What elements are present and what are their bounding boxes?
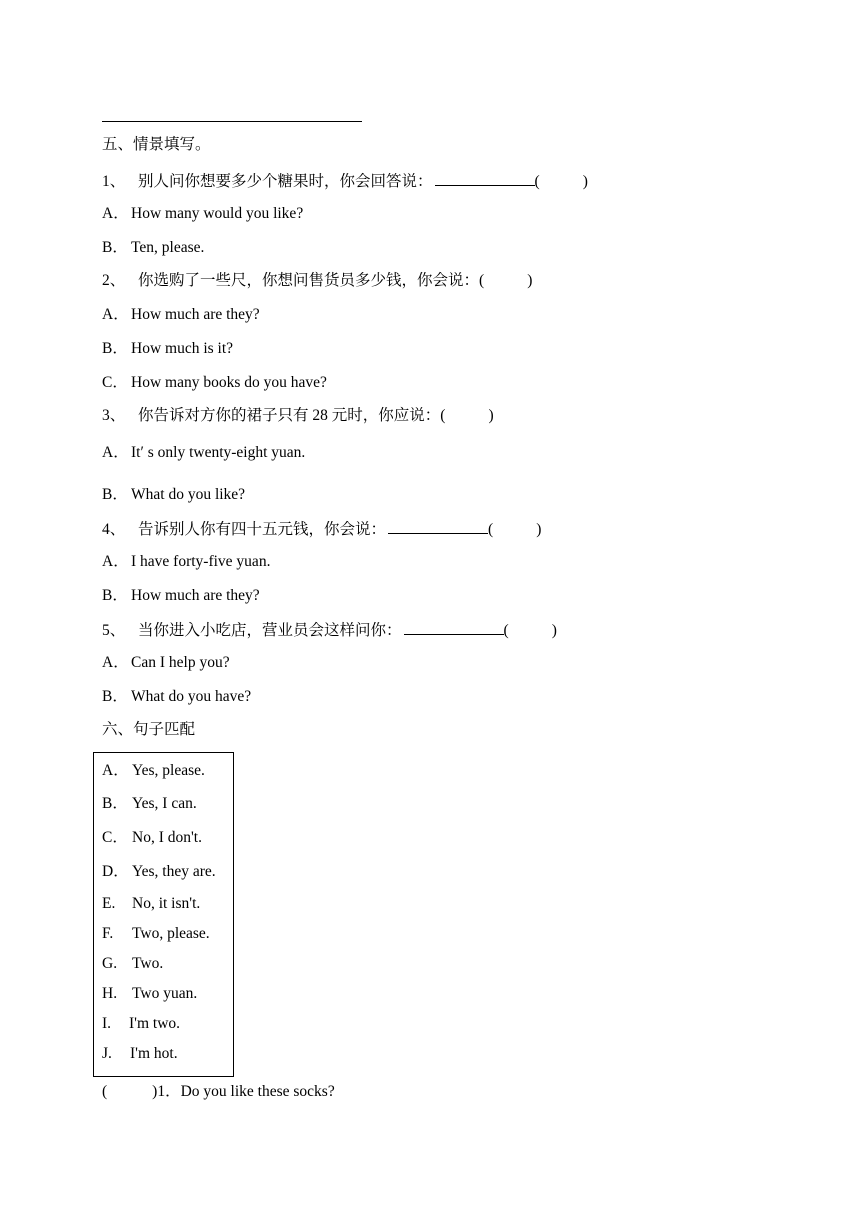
option-3a	[102, 443, 305, 463]
choice-letter: F.	[102, 925, 114, 942]
answer-paren-open: (	[440, 407, 446, 424]
choice-e	[102, 894, 200, 914]
answer-blank[interactable]	[388, 518, 488, 534]
answer-paren-open: (	[488, 521, 494, 538]
answer-paren-close: )	[582, 173, 588, 190]
answer-paren-open: (	[534, 173, 540, 190]
answer-blank[interactable]	[404, 619, 504, 635]
option-letter: B．	[102, 239, 128, 256]
section-6-title: 六、句子匹配	[102, 721, 196, 738]
choice-letter: E.	[102, 895, 116, 912]
option-4a	[102, 552, 270, 572]
question-number: 1、	[102, 173, 126, 190]
question-number: 5、	[102, 622, 126, 639]
question-2	[102, 271, 532, 291]
choice-f	[102, 924, 210, 944]
option-text: How much is it?	[131, 340, 234, 357]
choice-text: No, I don't.	[132, 829, 202, 846]
option-letter: B．	[102, 486, 128, 503]
choice-c	[102, 828, 202, 848]
option-text: Ten, please.	[131, 239, 205, 256]
option-text: How much are they?	[131, 587, 260, 604]
choice-letter: C．	[102, 829, 128, 846]
option-letter: B．	[102, 587, 128, 604]
choice-a	[102, 761, 205, 781]
option-1a	[102, 204, 303, 224]
answer-paren-open: (	[479, 272, 485, 289]
option-2a	[102, 305, 260, 325]
option-letter: A．	[102, 553, 129, 570]
option-text: It′ s only twenty-eight yuan.	[131, 444, 306, 461]
match-question-text: Do you like these socks?	[180, 1083, 335, 1100]
option-text: What do you like?	[131, 486, 246, 503]
choice-text: No, it isn't.	[132, 895, 201, 912]
option-text: I have forty-five yuan.	[131, 553, 271, 570]
question-1	[102, 170, 588, 192]
option-3b	[102, 485, 245, 505]
question-prompt: 你告诉对方你的裙子只有 28 元时，你应说：	[138, 407, 441, 424]
question-prompt: 你选购了一些尺，你想问售货员多少钱，你会说：	[138, 272, 480, 289]
option-text: How many books do you have?	[131, 374, 327, 391]
option-letter: B．	[102, 340, 128, 357]
choice-letter: I.	[102, 1015, 112, 1032]
choice-text: Yes, I can.	[132, 795, 197, 812]
option-2b	[102, 339, 233, 359]
question-3	[102, 406, 494, 426]
answer-paren-close: )	[527, 272, 533, 289]
choice-b	[102, 794, 197, 814]
choice-d	[102, 862, 216, 882]
option-letter: A．	[102, 444, 129, 461]
choice-letter: G.	[102, 955, 118, 972]
question-prompt: 别人问你想要多少个糖果时，你会回答说：	[138, 173, 433, 190]
option-text: How many would you like?	[131, 205, 304, 222]
choice-letter: A．	[102, 762, 129, 779]
question-4	[102, 518, 541, 540]
choice-letter: H.	[102, 985, 118, 1002]
question-5	[102, 619, 557, 641]
answer-paren-open: (	[503, 622, 509, 639]
choice-text: I'm hot.	[130, 1045, 178, 1062]
choice-text: Two, please.	[132, 925, 210, 942]
option-letter: A．	[102, 654, 129, 671]
question-number: 4、	[102, 521, 126, 538]
option-letter: A．	[102, 306, 129, 323]
option-5b	[102, 687, 251, 707]
choice-text: Yes, they are.	[132, 863, 216, 880]
answer-paren-open: (	[102, 1083, 108, 1100]
match-question-number: 1．	[157, 1083, 181, 1100]
choice-j	[102, 1044, 178, 1064]
choice-h	[102, 984, 197, 1004]
option-1b	[102, 238, 204, 258]
answer-paren-close: )	[536, 521, 542, 538]
option-letter: B．	[102, 688, 128, 705]
option-text: How much are they?	[131, 306, 260, 323]
answer-paren-close: )	[488, 407, 494, 424]
choice-letter: J.	[102, 1045, 112, 1062]
question-prompt: 告诉别人你有四十五元钱，你会说：	[138, 521, 387, 538]
choice-text: Two yuan.	[132, 985, 198, 1002]
choice-letter: D．	[102, 863, 129, 880]
option-4b	[102, 586, 260, 606]
option-5a	[102, 653, 230, 673]
option-2c	[102, 373, 327, 393]
answer-paren-close: )	[152, 1083, 158, 1100]
choice-i	[102, 1014, 180, 1034]
match-question-1	[102, 1082, 335, 1102]
question-prompt: 当你进入小吃店，营业员会这样问你：	[138, 622, 402, 639]
choice-text: I'm two.	[129, 1015, 181, 1032]
option-text: What do you have?	[131, 688, 252, 705]
question-number: 2、	[102, 272, 126, 289]
answer-blank[interactable]	[435, 170, 535, 186]
choice-letter: B．	[102, 795, 128, 812]
question-number: 3、	[102, 407, 126, 424]
section-5-title: 五、情景填写。	[102, 136, 211, 153]
answer-paren-close: )	[551, 622, 557, 639]
option-letter: A．	[102, 205, 129, 222]
choice-text: Yes, please.	[132, 762, 205, 779]
option-letter: C．	[102, 374, 128, 391]
header-rule	[102, 121, 362, 122]
choice-g	[102, 954, 163, 974]
choice-text: Two.	[132, 955, 164, 972]
option-text: Can I help you?	[131, 654, 230, 671]
